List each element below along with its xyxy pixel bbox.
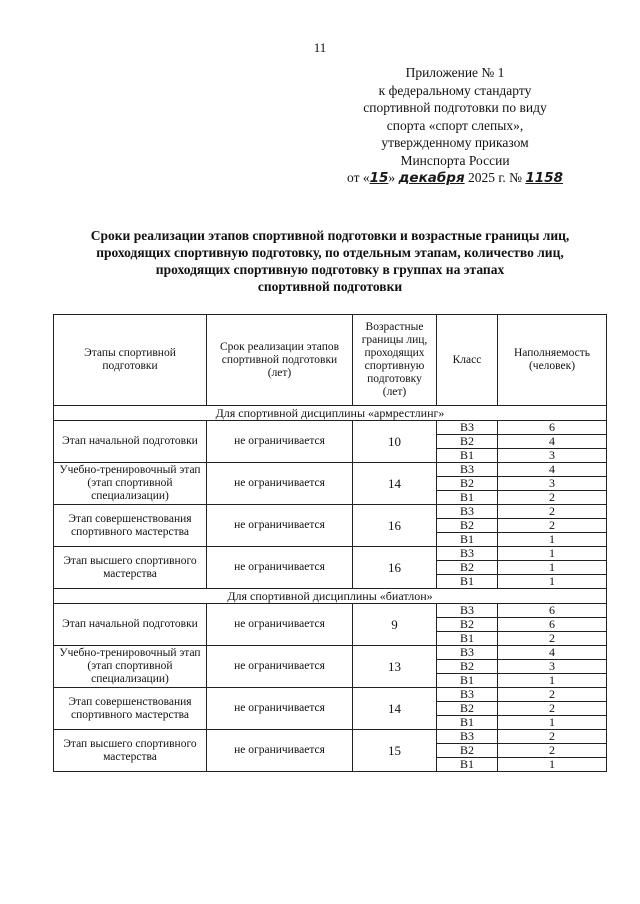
occupancy-cell: 2 — [498, 702, 607, 716]
discipline-row — [54, 406, 607, 421]
class-cell: В3 — [437, 463, 498, 477]
date-prefix: от « — [347, 170, 370, 185]
class-cell: В1 — [437, 632, 498, 646]
occupancy-cell: 2 — [498, 688, 607, 702]
stage-name: Учебно-тренировочный этап (этап спортивной специализации) — [54, 463, 207, 505]
age-cell: 14 — [353, 463, 437, 505]
training-stages-table — [53, 314, 607, 772]
table-row — [54, 505, 607, 519]
occupancy-cell: 1 — [498, 716, 607, 730]
class-cell: В2 — [437, 561, 498, 575]
duration-cell: не ограничивается — [207, 604, 353, 646]
age-cell: 16 — [353, 547, 437, 589]
appendix-line: спорта «спорт слепых», — [386, 117, 524, 133]
stage-name: Этап начальной подготовки — [54, 421, 207, 463]
table-row — [54, 463, 607, 477]
class-cell: В3 — [437, 604, 498, 618]
duration-cell: не ограничивается — [207, 463, 353, 505]
discipline-row — [54, 589, 607, 604]
age-cell: 13 — [353, 646, 437, 688]
appendix-line: утвержденному приказом — [381, 135, 529, 150]
occupancy-cell: 2 — [498, 505, 607, 519]
duration-cell: не ограничивается — [207, 730, 353, 772]
duration-cell: не ограничивается — [207, 505, 353, 547]
class-cell: В3 — [437, 505, 498, 519]
class-cell: В3 — [437, 730, 498, 744]
handwritten-day: 15 — [369, 170, 389, 186]
class-cell: В3 — [437, 547, 498, 561]
class-cell: В1 — [437, 575, 498, 589]
stage-name: Этап начальной подготовки — [54, 604, 207, 646]
occupancy-cell: 6 — [498, 618, 607, 632]
class-cell: В2 — [437, 618, 498, 632]
class-cell: В1 — [437, 674, 498, 688]
appendix-line: Приложение № 1 — [405, 65, 505, 80]
duration-cell: не ограничивается — [207, 688, 353, 730]
occupancy-cell: 6 — [498, 604, 607, 618]
title-line: спортивной подготовки — [257, 279, 403, 294]
duration-cell: не ограничивается — [207, 547, 353, 589]
occupancy-cell: 2 — [498, 491, 607, 505]
occupancy-cell: 1 — [498, 547, 607, 561]
occupancy-cell: 6 — [498, 421, 607, 435]
occupancy-cell: 2 — [498, 744, 607, 758]
header-class: Класс — [437, 315, 498, 406]
document-title — [50, 227, 610, 295]
age-cell: 16 — [353, 505, 437, 547]
occupancy-cell: 4 — [498, 463, 607, 477]
occupancy-cell: 1 — [498, 674, 607, 688]
class-cell: В3 — [437, 421, 498, 435]
age-cell: 9 — [353, 604, 437, 646]
table-row — [54, 604, 607, 618]
title-line: Сроки реализации этапов спортивной подготовки и возрастные границы лиц, — [90, 228, 570, 243]
occupancy-cell: 2 — [498, 519, 607, 533]
age-cell: 10 — [353, 421, 437, 463]
class-cell: В1 — [437, 449, 498, 463]
age-cell: 14 — [353, 688, 437, 730]
occupancy-cell: 4 — [498, 435, 607, 449]
table-row — [54, 547, 607, 561]
class-cell: В2 — [437, 702, 498, 716]
header-age: Возрастные границы лиц, проходящих спортивную подготовку (лет) — [353, 315, 437, 406]
discipline-title: Для спортивной дисциплины «биатлон» — [54, 589, 607, 604]
handwritten-order-number: 1158 — [525, 170, 563, 186]
stage-name: Учебно-тренировочный этап (этап спортивной специализации) — [54, 646, 207, 688]
occupancy-cell: 3 — [498, 477, 607, 491]
title-line: проходящих спортивную подготовку, по отдельным этапам, количество лиц, — [96, 245, 564, 260]
header-duration: Срок реализации этапов спортивной подготовки (лет) — [207, 315, 353, 406]
header-stage: Этапы спортивной подготовки — [54, 315, 207, 406]
appendix-line: Минспорта России — [400, 152, 510, 168]
table-row — [54, 730, 607, 744]
occupancy-cell: 1 — [498, 561, 607, 575]
occupancy-cell: 2 — [498, 632, 607, 646]
date-year: 2025 г. № — [468, 170, 523, 185]
discipline-title: Для спортивной дисциплины «армрестлинг» — [54, 406, 607, 421]
occupancy-cell: 1 — [498, 533, 607, 547]
stage-name: Этап высшего спортивного мастерства — [54, 547, 207, 589]
appendix-block — [330, 64, 580, 188]
occupancy-cell: 1 — [498, 758, 607, 772]
class-cell: В2 — [437, 435, 498, 449]
stage-name: Этап совершенствования спортивного мастерства — [54, 505, 207, 547]
duration-cell: не ограничивается — [207, 421, 353, 463]
class-cell: В1 — [437, 716, 498, 730]
header-occupancy: Наполняемость (человек) — [498, 315, 607, 406]
class-cell: В3 — [437, 688, 498, 702]
class-cell: В3 — [437, 646, 498, 660]
table-row — [54, 421, 607, 435]
class-cell: В2 — [437, 744, 498, 758]
appendix-line: к федеральному стандарту — [378, 82, 532, 98]
class-cell: В2 — [437, 477, 498, 491]
class-cell: В1 — [437, 491, 498, 505]
date-mid: » — [388, 170, 396, 185]
age-cell: 15 — [353, 730, 437, 772]
stage-name: Этап совершенствования спортивного мастерства — [54, 688, 207, 730]
title-line: проходящих спортивную подготовку в группах на этапах — [155, 262, 505, 277]
occupancy-cell: 3 — [498, 660, 607, 674]
table-row — [54, 688, 607, 702]
class-cell: В2 — [437, 519, 498, 533]
handwritten-month: декабря — [398, 170, 465, 186]
occupancy-cell: 3 — [498, 449, 607, 463]
stage-name: Этап высшего спортивного мастерства — [54, 730, 207, 772]
class-cell: В1 — [437, 758, 498, 772]
appendix-line: спортивной подготовки по виду — [363, 100, 547, 115]
occupancy-cell: 1 — [498, 575, 607, 589]
occupancy-cell: 2 — [498, 730, 607, 744]
class-cell: В1 — [437, 533, 498, 547]
duration-cell: не ограничивается — [207, 646, 353, 688]
page-number: 11 — [313, 40, 327, 55]
occupancy-cell: 4 — [498, 646, 607, 660]
order-date-line — [330, 169, 580, 188]
table-row — [54, 646, 607, 660]
class-cell: В2 — [437, 660, 498, 674]
